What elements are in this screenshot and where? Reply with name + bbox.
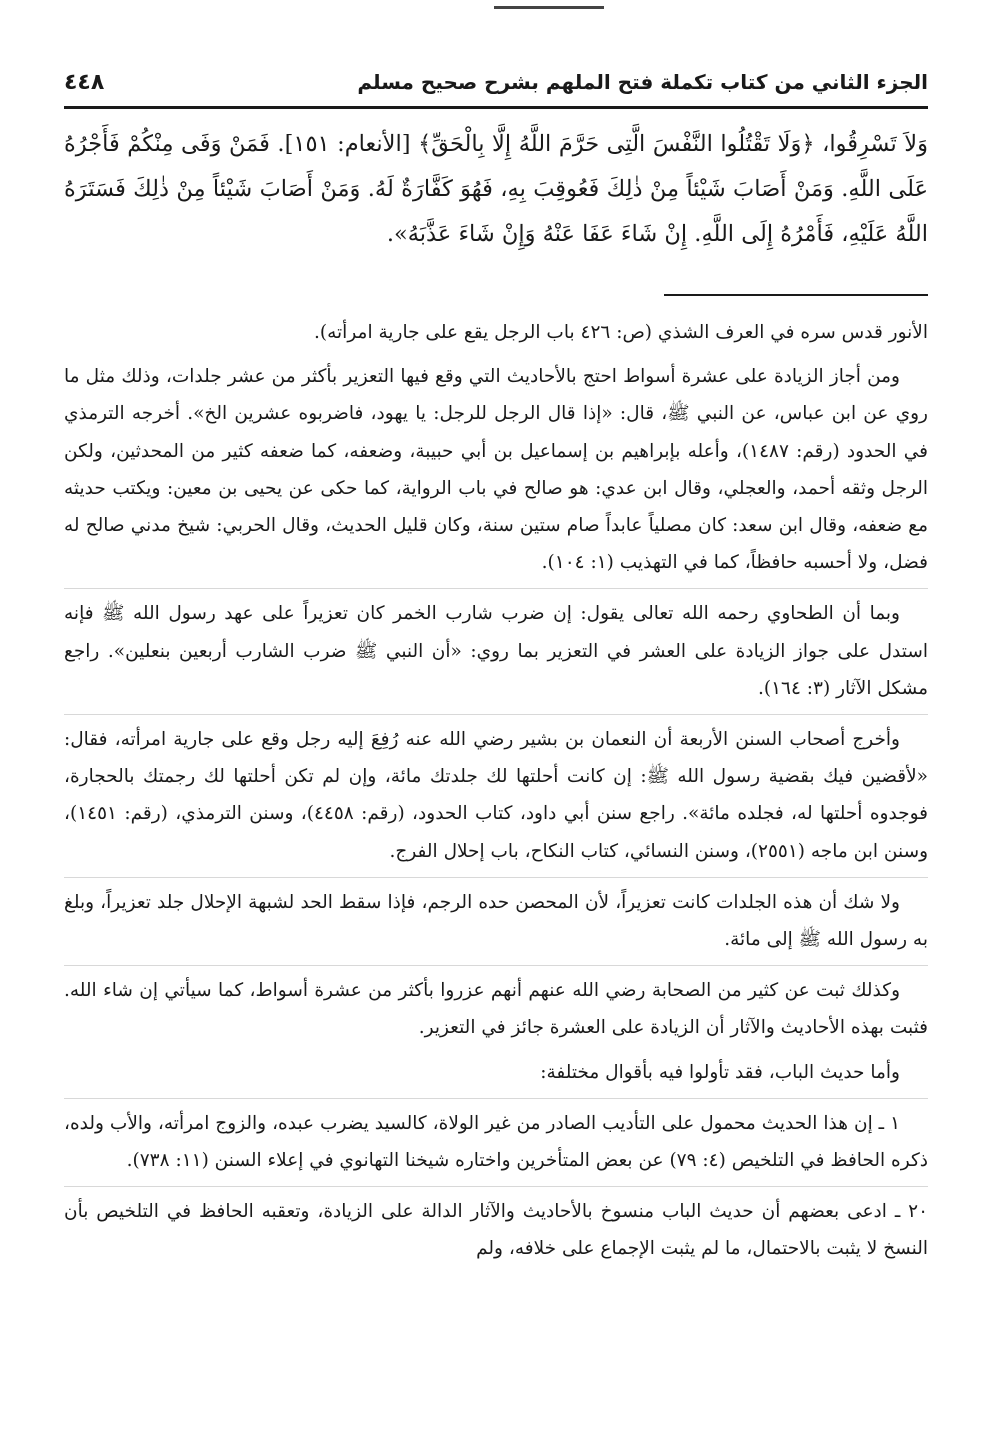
footnote-paragraph: وكذلك ثبت عن كثير من الصحابة رضي الله عنهم أنهم عزروا بأكثر من عشرة أسواط، كما سيأتي إن شاء الله. فثبت بهذه الأحاديث والآثار أن الزيادة على العشرة جائز في التعزير. — [64, 980, 928, 1039]
paragraph-divider — [64, 1098, 928, 1099]
footnote-paragraph: وأما حديث الباب، فقد تأولوا فيه بأقوال مختلفة: — [540, 1061, 900, 1083]
paragraph-divider — [64, 1186, 928, 1187]
running-title: الجزء الثاني من كتاب تكملة فتح الملهم بشرح صحيح مسلم — [357, 70, 928, 94]
footnote-paragraph: وبما أن الطحاوي رحمه الله تعالى يقول: إن ضرب شارب الخمر كان تعزيراً على عهد رسول الله ﷺ فإنه استدل على جواز الزيادة على العشر في التعزير بما روي: «أن النبي ﷺ ضرب الشارب أربعين بنعلين». راجع مشكل الآثار (٣: ١٦٤). — [64, 603, 928, 699]
book-page — [64, 0, 928, 1434]
footnotes-block — [64, 314, 928, 1275]
footnote-paragraph: وأخرج أصحاب السنن الأربعة أن النعمان بن بشير رضي الله عنه رُفِعَ إليه رجل وقع على جارية امرأته، فقال: «لأقضين فيك بقضية رسول الله ﷺ: إن كانت أحلتها لك جلدتك مائة، وإن لم تكن أحلتها لك رجمتك بالحجارة، فوجدوه أحلتها له، فجلده مائة». راجع سنن أبي داود، كتاب الحدود، (رقم: ٤٤٥٨)، وسنن الترمذي، (رقم: ١٤٥١)، وسنن ابن ماجه (٢٥٥١)، وسنن النسائي، كتاب النكاح، باب إحلال الفرج. — [64, 729, 928, 862]
header-rule — [64, 106, 928, 109]
footnote-paragraph: ومن أجاز الزيادة على عشرة أسواط احتج بالأحاديث التي وقع فيها التعزير بأكثر من عشر جلدات، وذلك مثل ما روي عن ابن عباس، عن النبي ﷺ، قال: «إذا قال الرجل للرجل: يا يهود، فاضربوه عشرين الخ». أخرجه الترمذي في الحدود (رقم: ١٤٨٧)، وأعله بإبراهيم بن إسماعيل بن أبي حبيبة، وضعفه، كما ضعفه كثير من المحدثين، ولكن الرجل وثقه أحمد، والعجلي، وقال ابن عدي: هو صالح في باب الرواية، كما حكى عن يحيى بن معين: ويكتب حديثه مع ضعفه، وقال ابن سعد: كان مصلياً عابداً صام ستين سنة، وكان قليل الحديث، وقال الحربي: شيخ مدني صالح له فضل، ولا أحسبه حافظاً، كما في التهذيب (١: ١٠٤). — [64, 366, 928, 574]
footnote-rule — [664, 294, 928, 296]
main-text-block — [64, 122, 928, 257]
footnote-paragraph: الأنور قدس سره في العرف الشذي (ص: ٤٢٦ باب الرجل يقع على جارية امرأته). — [314, 322, 928, 343]
paragraph-divider — [64, 965, 928, 966]
paragraph-divider — [64, 588, 928, 589]
hadith-text: وَلاَ تَسْرِقُوا، ﴿وَلَا تَقْتُلُوا النَّفْسَ الَّتِى حَرَّمَ اللَّهُ إِلَّا بِالْحَقِّ﴾ [الأنعام: ١٥١]. فَمَنْ وَفَى مِنْكُمْ فَأَجْرُهُ عَلَى اللَّهِ. وَمَنْ أَصَابَ شَيْئاً مِنْ ذٰلِكَ فَعُوقِبَ بِهِ، فَهُوَ كَفَّارَةٌ لَهُ. وَمَنْ أَصَابَ شَيْئاً مِنْ ذٰلِكَ فَسَتَرَهُ اللَّهُ عَلَيْهِ، فَأَمْرُهُ إِلَى اللَّهِ. إِنْ شَاءَ عَفَا عَنْهُ وَإِنْ شَاءَ عَذَّبَهُ». — [64, 131, 928, 247]
paragraph-divider — [64, 714, 928, 715]
footnote-paragraph: ولا شك أن هذه الجلدات كانت تعزيراً، لأن المحصن حده الرجم، فإذا سقط الحد لشبهة الإحلال جلد تعزيراً، وبلغ به رسول الله ﷺ إلى مائة. — [64, 891, 928, 951]
page-number: ٤٤٨ — [64, 69, 105, 95]
scan-mark — [494, 6, 604, 9]
list-item: ١ ـ إن هذا الحديث محمول على التأديب الصادر من غير الولاة، كالسيد يضرب عبده، والزوج امرأته، والأب ولده، ذكره الحافظ في التلخيص (٤: ٧٩) عن بعض المتأخرين واختاره شيخنا التهانوي في إعلاء السنن (١١: ٧٣٨). — [64, 1112, 928, 1172]
list-item: ٢٠ ـ ادعى بعضهم أن حديث الباب منسوخ بالأحاديث والآثار الدالة على الزيادة، وتعقبه الحافظ في التلخيص بأن النسخ لا يثبت بالاحتمال، ما لم يثبت الإجماع على خلافه، ولم — [64, 1201, 929, 1260]
paragraph-divider — [64, 877, 928, 878]
page-header — [64, 62, 928, 102]
